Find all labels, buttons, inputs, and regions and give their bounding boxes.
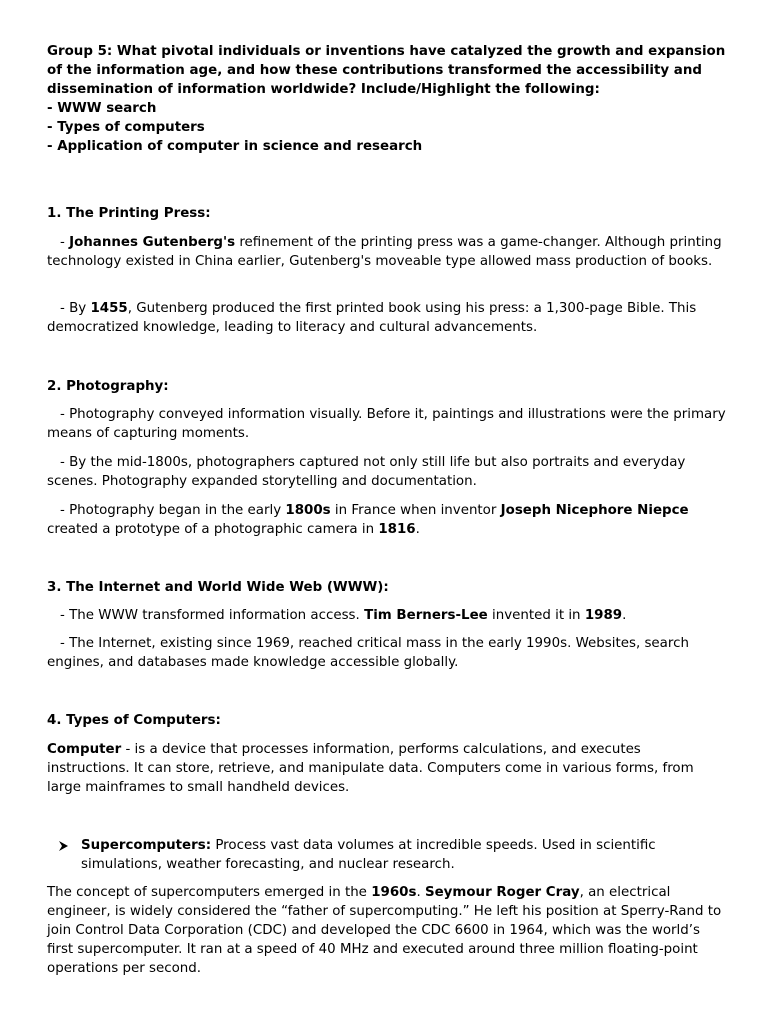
highlight-item-types: - Types of computers <box>47 120 205 135</box>
arrowhead-bullet-icon <box>58 836 74 858</box>
section-heading-internet-www: 3. The Internet and World Wide Web (WWW): <box>47 580 389 595</box>
printing-press-paragraph-1: - Johannes Gutenberg's refinement of the printing press was a game-changer. Although printing technology existed in China earlier, Gutenberg's moveable type allowed mass production of books. <box>47 235 722 269</box>
assignment-question <box>47 42 727 156</box>
supercomputers-paragraph: The concept of supercomputers emerged in the 1960s. Seymour Roger Cray, an electrical engineer, is widely considered the “father of supercomputing.” He left his position at Sperry-Rand to join Control Data Corporation (CDC) and developed the CDC 6600 in 1964, which was the world’s first supercomputer. It ran at a speed of 40 MHz and executed around three million floating-point operations per second. <box>47 885 722 976</box>
supercomputers-bullet: Supercomputers: Process vast data volumes at incredible speeds. Used in scientific simulations, weather forecasting, and nuclear research. <box>58 836 718 874</box>
photography-paragraph-3: - Photography began in the early 1800s in France when inventor Joseph Nicephore Niepce created a prototype of a photographic camera in 1816. <box>47 503 689 537</box>
internet-paragraph-1: - The WWW transformed information access. Tim Berners-Lee invented it in 1989. <box>60 608 627 623</box>
internet-paragraph-2: - The Internet, existing since 1969, reached critical mass in the early 1990s. Websites, search engines, and databases made knowledge accessible globally. <box>47 636 689 670</box>
computer-definition: Computer - is a device that processes information, performs calculations, and executes instructions. It can store, retrieve, and manipulate data. Computers come in various forms, from large mainframes to small handheld devices. <box>47 742 694 795</box>
section-heading-printing-press: 1. The Printing Press: <box>47 206 211 221</box>
section-heading-types-of-computers: 4. Types of Computers: <box>47 713 221 728</box>
photography-paragraph-1: - Photography conveyed information visually. Before it, paintings and illustrations were the primary means of capturing moments. <box>47 407 726 441</box>
printing-press-paragraph-2: - By 1455, Gutenberg produced the first printed book using his press: a 1,300-page Bible. This democratized knowledge, leading to literacy and cultural advancements. <box>47 301 697 335</box>
highlight-item-www: - WWW search <box>47 101 157 116</box>
photography-paragraph-2: - By the mid-1800s, photographers captured not only still life but also portraits and everyday scenes. Photography expanded storytelling and documentation. <box>47 455 686 489</box>
question-text: Group 5: What pivotal individuals or inventions have catalyzed the growth and expansion of the information age, and how these contributions transformed the accessibility and dissemination of information worldwide? Include/Highlight the following: <box>47 44 726 97</box>
section-heading-photography: 2. Photography: <box>47 379 169 394</box>
highlight-item-application: - Application of computer in science and research <box>47 139 423 154</box>
